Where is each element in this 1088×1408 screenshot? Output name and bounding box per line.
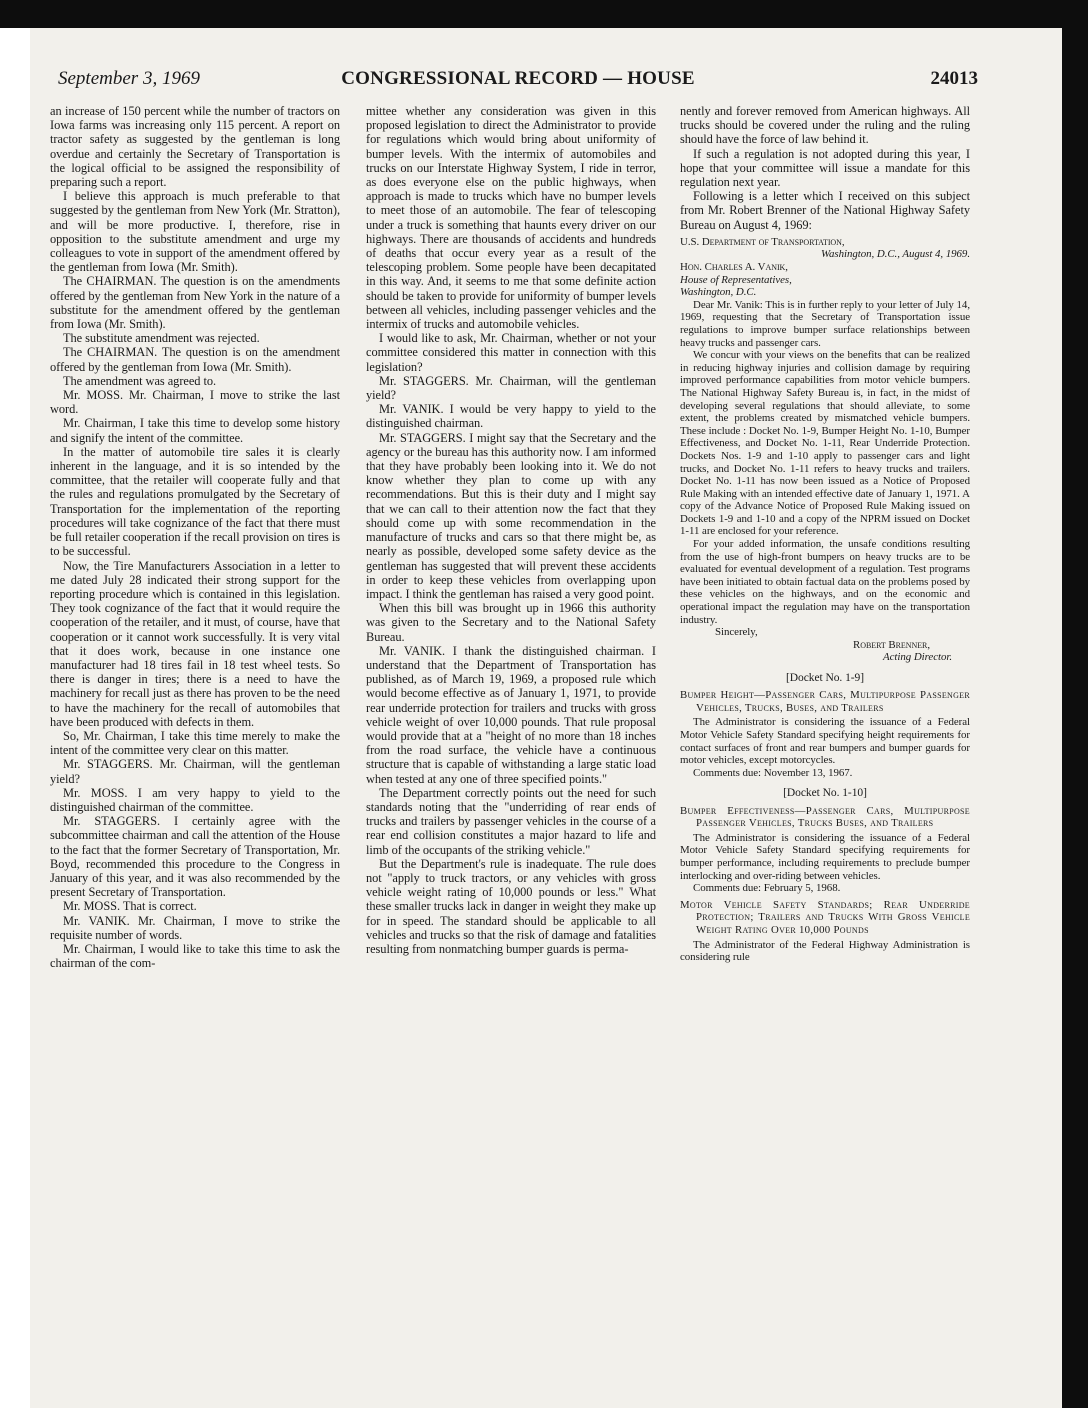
letter-addressee: Hon. Charles A. Vanik, bbox=[680, 261, 788, 274]
paragraph: The CHAIRMAN. The question is on the amendments offered by the gentleman from New York in the nature of a substitute for the amendment offered by the gentleman from Iowa (Mr. Smith). bbox=[50, 274, 340, 332]
paragraph: The substitute amendment was rejected. bbox=[63, 331, 260, 346]
letter-paragraph: We concur with your views on the benefits that can be realized in reducing highway injuries and collision damage by requiring improved performance capabilities from motor vehicle bumpers. The National Highway Safety Bureau is, in fact, in the midst of developing several regulations that should alleviate, to some extent, the problems created by mismatched vehicle bumpers. These include : Docket No. 1-9, Bumper Height No. 1-10, Bumper Effectiveness, and Docket No. 1-11, Rear Underride Protection. Dockets Nos. 1-9 and 1-10 apply to passenger cars and light trucks, and Docket No. 1-11 refers to heavy trucks and trailers. Docket No. 1-11 has now been issued as a Notice of Proposed Rule Making with an intended effective date of January 1, 1971. A copy of the Advance Notice of Proposed Rule Making issued on Dockets 1-9 and 1-10 and a copy of the NPRM issued on Docket 1-11 are enclosed for your reference. bbox=[680, 349, 970, 538]
paragraph: Mr. Chairman, I take this time to develop some history and signify the intent of the committee. bbox=[50, 416, 340, 445]
header-title: CONGRESSIONAL RECORD — HOUSE bbox=[341, 68, 695, 89]
header-page-number: 24013 bbox=[930, 68, 978, 89]
letter-closing: Sincerely, bbox=[715, 626, 758, 639]
page-header bbox=[58, 68, 978, 94]
paragraph: In the matter of automobile tire sales it is clearly inherent in the language, and it is so intended by the committee, that the retailer will cooperate fully and that the rules and regulations promulgated by the Secretary of Transportation for the implementation of the reporting procedures will take cognizance of the fact that there must be full retailer cooperation if the recall provision on tires is to be successful. bbox=[50, 444, 340, 559]
paragraph: Following is a letter which I received on this subject from Mr. Robert Brenner of the National Highway Safety Bureau on August 4, 1969: bbox=[680, 189, 970, 232]
paragraph: nently and forever removed from American highways. All trucks should be covered under the ruling and the ruling should have the force of law behind it. bbox=[680, 104, 970, 147]
docket-comments-due: Comments due: November 13, 1967. bbox=[693, 766, 853, 779]
paragraph: Mr. Chairman, I would like to take this time to ask the chairman of the com- bbox=[50, 941, 340, 971]
paragraph: an increase of 150 percent while the number of tractors on Iowa farms was increasing only 115 percent. A report on tractor safety as suggested by the gentleman is long overdue and certainly the Secretary of Transportation is the logical official to be assigned the responsibility of preparing such a report. bbox=[50, 104, 340, 190]
text-column-1 bbox=[50, 104, 340, 1352]
paragraph: Mr. STAGGERS. Mr. Chairman, will the gentleman yield? bbox=[366, 373, 656, 403]
paragraph: The amendment was agreed to. bbox=[63, 373, 217, 388]
docket-paragraph: The Administrator is considering the issuance of a Federal Motor Vehicle Safety Standard specifying height requirements for contact surfaces of front and rear bumpers and bumper guards for motor vehicles, except motorcycles. bbox=[680, 716, 970, 767]
docket-heading: [Docket No. 1-9] bbox=[785, 672, 865, 685]
paragraph: The Department correctly points out the need for such standards noting that the "underriding of rear ends of trucks and trailers by passenger vehicles in the course of a rear end collision constitutes a major hazard to life and limb of the occupants of the striking vehicle." bbox=[366, 785, 656, 857]
paragraph: Now, the Tire Manufacturers Association in a letter to me dated July 28 indicated their strong support for the reporting procedure which is contained in this legislation. They took cognizance of the fact that it would require the cooperation of the retailer, and it must, of course, have that cooperation or it cannot work successfully. It is very vital that it does work, because in one instance one manufacturer had 18 tires fail in 18 test wheel tests. So there is danger in tires; there is a need to have the machinery for recall just as there has proven to be the need to have the machinery for the recall of automobiles that have been produced with defects in them. bbox=[50, 558, 340, 729]
letter-paragraph: For your added information, the unsafe conditions resulting from the use of high-front bumpers on heavy trucks are to be evaluated for eventual development of a regulation. Test programs have been initiated to obtain factual data on the problems posed by these vehicles on the highways, and on the economic and operational impact the regulation may have on the transportation industry. bbox=[680, 538, 970, 626]
scan-border-right bbox=[1062, 0, 1088, 1408]
paragraph: But the Department's rule is inadequate. The rule does not "apply to truck tractors, or any vehicles with gross vehicle weight rating of 10,000 pounds or less." What these smaller trucks lack in danger in weight they make up for in speed. The standard should be applicable to all vehicles and trucks so that the risk of damage and fatalities resulting from nonmatching bumper guards is perma- bbox=[366, 856, 656, 956]
letter-city: Washington, D.C. bbox=[680, 286, 757, 299]
scan-border-top bbox=[0, 0, 1088, 28]
docket-title: Bumper Effectiveness—Passenger Cars, Multipurpose Passenger Vehicles, Trucks Buses, and Trailers bbox=[680, 804, 970, 830]
letter-paragraph: Dear Mr. Vanik: This is in further reply to your letter of July 14, 1969, requesting that the Secretary of Transportation issue regulations to improve bumper surface relationships between heavy trucks and passenger cars. bbox=[680, 298, 970, 349]
text-column-3 bbox=[680, 104, 970, 1352]
paragraph: Mr. VANIK. Mr. Chairman, I move to strike the requisite number of words. bbox=[50, 913, 340, 942]
paragraph: Mr. MOSS. I am very happy to yield to the distinguished chairman of the committee. bbox=[50, 785, 340, 814]
paragraph: Mr. STAGGERS. Mr. Chairman, will the gentleman yield? bbox=[50, 757, 340, 786]
paragraph: Mr. MOSS. That is correct. bbox=[63, 899, 197, 914]
docket-heading: [Docket No. 1-10] bbox=[783, 787, 867, 800]
paragraph: Mr. VANIK. I thank the distinguished chairman. I understand that the Department of Transportation has published, as of March 19, 1969, a proposed rule which would become effective as of January 1, 1971, to provide rear underride protection for trailers and trucks with gross vehicle weight of over 10,000 pounds. That rule proposal would provide that at a "height of no more than 18 inches from the road surface, the vehicle have a continuous structure that is capable of withstanding a large static load when tested at any one of three specified points." bbox=[366, 643, 656, 786]
paragraph: I would like to ask, Mr. Chairman, whether or not your committee considered this matter in connection with this legislation? bbox=[366, 331, 656, 374]
paragraph: Mr. VANIK. I would be very happy to yield to the distinguished chairman. bbox=[366, 402, 656, 431]
paragraph: When this bill was brought up in 1966 this authority was given to the Secretary and to the National Safety Bureau. bbox=[366, 601, 656, 644]
letter-place-date: Washington, D.C., August 4, 1969. bbox=[820, 248, 970, 261]
docket-comments-due: Comments due: February 5, 1968. bbox=[693, 882, 841, 895]
paragraph: Mr. MOSS. Mr. Chairman, I move to strike the last word. bbox=[50, 388, 340, 417]
docket-paragraph: The Administrator is considering the issuance of a Federal Motor Vehicle Safety Standard specifying requirements for bumper performance, including requirements to preclude bumper interlocking and over-riding between vehicles. bbox=[680, 831, 970, 882]
paragraph: I believe this approach is much preferable to that suggested by the gentleman from New York (Mr. Stratton), and will be more productive. I, therefore, rise in opposition to the substitute amendment and urge my colleagues to vote in support of the amendment offered by the gentleman from Iowa (Mr. Smith). bbox=[50, 189, 340, 275]
docket-paragraph: The Administrator of the Federal Highway Administration is considering rule bbox=[680, 938, 970, 964]
docket-title: Motor Vehicle Safety Standards; Rear Underride Protection; Trailers and Trucks With Gross Vehicle Weight Rating Over 10,000 Pounds bbox=[680, 898, 970, 936]
paragraph: If such a regulation is not adopted during this year, I hope that your committee will issue a mandate for this regulation next year. bbox=[680, 146, 970, 190]
header-date: September 3, 1969 bbox=[58, 68, 200, 89]
paragraph: So, Mr. Chairman, I take this time merely to make the intent of the committee very clear on this matter. bbox=[50, 728, 340, 758]
text-column-2 bbox=[366, 104, 656, 1352]
paragraph: The CHAIRMAN. The question is on the amendment offered by the gentleman from Iowa (Mr. Smith). bbox=[50, 345, 340, 374]
letter-organization: U.S. Department of Transportation, bbox=[680, 235, 845, 248]
paragraph: Mr. STAGGERS. I certainly agree with the subcommittee chairman and call the attention of the House to the fact that the former Secretary of Transportation, Mr. Boyd, recommended this procedure to the Congress in January of this year, and it was also recommended by the present Secretary of Transportation. bbox=[50, 814, 340, 900]
docket-title: Bumper Height—Passenger Cars, Multipurpose Passenger Vehicles, Trucks, Buses, and Trailers bbox=[680, 689, 970, 714]
letter-house: House of Representatives, bbox=[680, 273, 792, 286]
signer-title: Acting Director. bbox=[883, 651, 952, 664]
paragraph: mittee whether any consideration was given in this proposed legislation to direct the Administrator to provide for regulations which would bring about uniformity of bumper levels. With the intermix of automobiles and trucks on our Interstate Highway System, I ride in terror, as does everyone else on the public highways, when approach is made to trucks which have no bumper levels to meet those of an automobile. The fear of telescoping under a truck is something that haunts every driver on our highways. There are thousands of accidents and hundreds of deaths that occur every year as a result of the telescoping problem. Some people have been decapitated in this way. And, it seems to me that some definite action should be taken to provide for uniformity of bumper levels between all vehicles, including passenger vehicles and the intermix of trucks and automobile vehicles. bbox=[366, 104, 656, 332]
signer-name: Robert Brenner, bbox=[853, 638, 930, 651]
paragraph: Mr. STAGGERS. I might say that the Secretary and the agency or the bureau has this authority now. I am informed that they have probably been looking into it. We do not know whether they plan to come up with any recommendations. But this is their duty and I might say that we can call to their attention now the fact that they should come up with some recommendation in the manufacture of trucks and cars so that there might be, as nearly as possible, developed some safety device as the gentleman has suggested that will prevent these accidents in order to keep these vehicles from overlapping upon impact. I think the gentleman has raised a very good point. bbox=[366, 430, 656, 601]
